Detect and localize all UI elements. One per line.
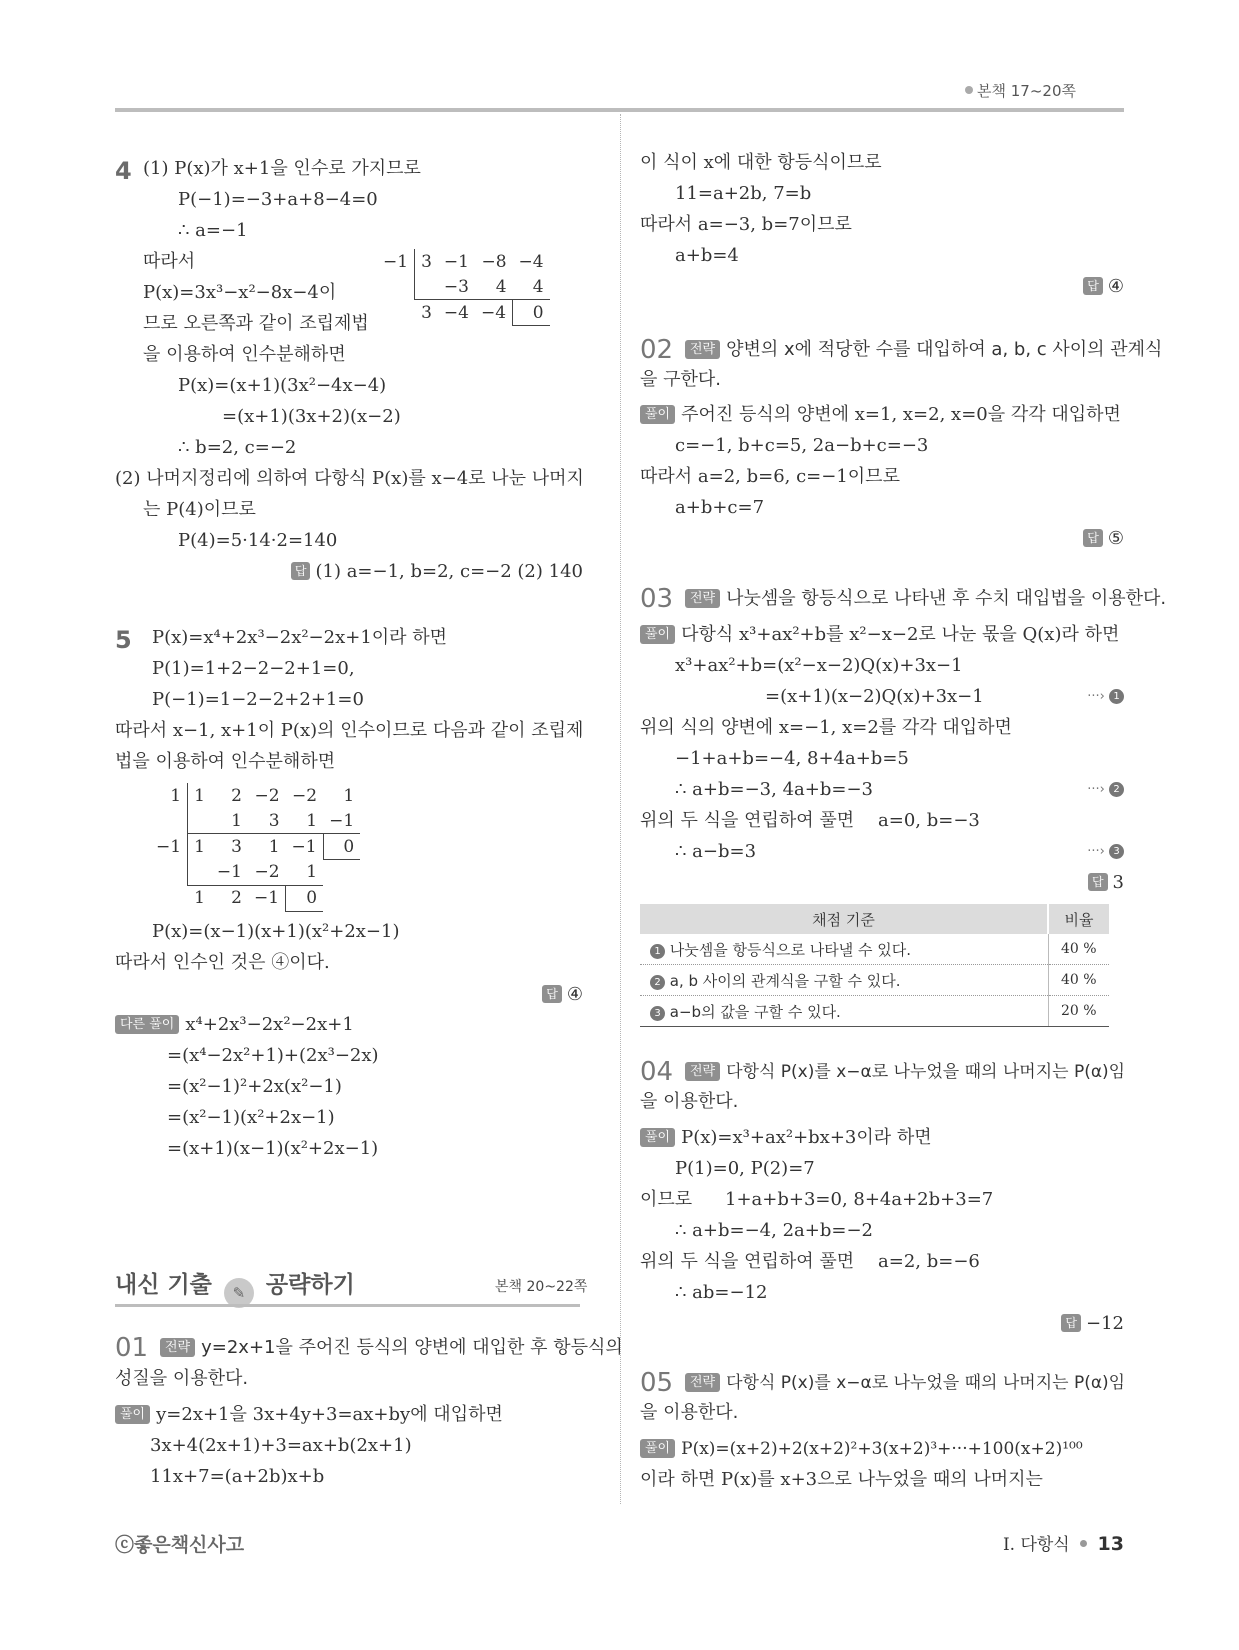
q03-line: a=0, b=−3: [878, 810, 980, 831]
q4-line: P(4)=5·14·2=140: [178, 530, 338, 551]
q02-strategy: 전략 양변의 x에 적당한 수를 대입하여 a, b, c 사이의 관계식: [685, 339, 1162, 361]
q04-answer: 답 −12: [1061, 1313, 1124, 1335]
q05-strategy: 을 이용한다.: [640, 1402, 739, 1423]
grading-row: 1 나눗셈을 항등식으로 나타낼 수 있다. 40 %: [640, 934, 1109, 965]
question-number: 01: [115, 1333, 149, 1363]
q5-line: 따라서 x−1, x+1이 P(x)의 인수이므로 다음과 같이 조립제: [115, 720, 584, 741]
q03-line: =(x+1)(x−2)Q(x)+3x−1: [765, 686, 984, 707]
q5-line: 따라서 인수인 것은 ④이다.: [115, 952, 330, 973]
grading-row: 2 a, b 사이의 관계식을 구할 수 있다. 40 %: [640, 965, 1109, 996]
q01-line: 이 식이 x에 대한 항등식이므로: [640, 152, 882, 173]
bullet-icon: [1080, 1540, 1087, 1547]
q5-alt-line: 다른 풀이 x⁴+2x³−2x²−2x+1: [115, 1014, 354, 1036]
q03-line: x³+ax²+b=(x²−x−2)Q(x)+3x−1: [675, 655, 963, 676]
q01-line: 11=a+2b, 7=b: [675, 183, 812, 204]
grading-table: [640, 904, 1109, 1027]
q5-alt-line: =(x⁴−2x²+1)+(2x³−2x): [167, 1045, 379, 1066]
question-number: 05: [640, 1368, 674, 1398]
q02-line: c=−1, b+c=5, 2a−b+c=−3: [675, 435, 929, 456]
q4-line: (1) P(x)가 x+1을 인수로 가지므로: [143, 158, 421, 179]
q01-solution: 풀이 y=2x+1을 3x+4y+3=ax+by에 대입하면: [115, 1404, 503, 1426]
q02-answer: 답 ⑤: [1083, 528, 1124, 550]
q5-alt-line: =(x²−1)(x²+2x−1): [167, 1107, 335, 1128]
q01-line: a+b=4: [675, 245, 739, 266]
q04-strategy: 을 이용한다.: [640, 1091, 739, 1112]
q01-line: 3x+4(2x+1)+3=ax+b(2x+1): [150, 1435, 412, 1456]
q03-strategy: 전략 나눗셈을 항등식으로 나타낸 후 수치 대입법을 이용한다.: [685, 588, 1166, 610]
q5-answer: 답 ④: [542, 984, 583, 1006]
q03-line: ∴ a−b=3: [675, 841, 757, 862]
q5-line: P(−1)=1−2−2+2+1=0: [152, 689, 364, 710]
q03-answer: 답 3: [1088, 872, 1124, 894]
q4-line: ∴ a=−1: [178, 220, 248, 241]
question-number: 02: [640, 335, 674, 365]
notebook-icon: ✎: [224, 1278, 254, 1308]
question-number: 5: [115, 626, 132, 654]
q04-line: P(1)=0, P(2)=7: [675, 1158, 815, 1179]
q5-alt-line: =(x+1)(x−1)(x²+2x−1): [167, 1138, 379, 1159]
question-number: 03: [640, 584, 674, 614]
q4-answer: 답 (1) a=−1, b=2, c=−2 (2) 140: [291, 561, 583, 583]
q04-solution: 풀이 P(x)=x³+ax²+bx+3이라 하면: [640, 1127, 932, 1149]
q5-line: P(1)=1+2−2−2+1=0,: [152, 658, 355, 679]
q4-line: (2) 나머지정리에 의하여 다항식 P(x)를 x−4로 나눈 나머지: [115, 468, 584, 489]
q4-line: 을 이용하여 인수분해하면: [143, 344, 346, 365]
q01-line: 따라서 a=−3, b=7이므로: [640, 214, 852, 235]
q03-solution: 풀이 다항식 x³+ax²+b를 x²−x−2로 나눈 몫을 Q(x)라 하면: [640, 624, 1119, 646]
q03-line: 위의 식의 양변에 x=−1, x=2를 각각 대입하면: [640, 717, 1012, 738]
q04-line: ∴ ab=−12: [675, 1282, 768, 1303]
q5-alt-line: =(x²−1)²+2x(x²−1): [167, 1076, 342, 1097]
q03-line: ∴ a+b=−3, 4a+b=−3: [675, 779, 873, 800]
synthetic-division-q4: −1 3 −1 −8 −4 −3 4 4 3 −4 −4 0: [377, 249, 550, 326]
alt-solution-tag: 다른 풀이: [115, 1015, 179, 1034]
q04-line: ∴ a+b=−4, 2a+b=−2: [675, 1220, 873, 1241]
synthetic-division-q5: 1 1 2 −2 −2 1 1 3 1 −1 −1 1 3 1 −1 0 −1 −2 1 1 2 −1 0: [150, 783, 360, 912]
grading-header-criteria: 채점 기준: [640, 904, 1048, 934]
q01-strategy: 성질을 이용한다.: [115, 1368, 249, 1389]
q4-line: 따라서: [143, 251, 196, 272]
q5-line: P(x)=x⁴+2x³−2x²−2x+1이라 하면: [152, 627, 448, 648]
q4-line: P(x)=(x+1)(3x²−4x−4): [178, 375, 387, 396]
q4-line: P(−1)=−3+a+8−4=0: [178, 189, 378, 210]
q01-answer: 답 ④: [1083, 276, 1124, 298]
q4-line: =(x+1)(3x+2)(x−2): [222, 406, 401, 427]
q01-strategy: 전략 y=2x+1을 주어진 등식의 양변에 대입한 후 항등식의: [160, 1337, 623, 1359]
grading-header-ratio: 비율: [1048, 904, 1109, 934]
q4-line: 는 P(4)이므로: [143, 499, 256, 520]
section-page-ref: 본책 20~22쪽: [495, 1279, 588, 1295]
header-rule: [115, 108, 1124, 112]
question-number: 4: [115, 157, 132, 185]
q05-strategy: 전략 다항식 P(x)를 x−α로 나누었을 때의 나머지는 P(α)임: [685, 1372, 1125, 1394]
q4-line: P(x)=3x³−x²−8x−4이: [143, 282, 337, 303]
grading-row: 3 a−b의 값을 구할 수 있다. 20 %: [640, 996, 1109, 1027]
page-number: 13: [1097, 1533, 1124, 1555]
step-marker-3: ···› 3: [1087, 841, 1124, 863]
q02-line: 따라서 a=2, b=6, c=−1이므로: [640, 466, 900, 487]
q4-line: 므로 오른쪽과 같이 조립제법: [143, 313, 369, 334]
question-number: 04: [640, 1057, 674, 1087]
q4-line: ∴ b=2, c=−2: [178, 437, 297, 458]
q5-line: P(x)=(x−1)(x+1)(x²+2x−1): [152, 921, 400, 942]
column-divider: [620, 114, 621, 1504]
q02-solution: 풀이 주어진 등식의 양변에 x=1, x=2, x=0을 각각 대입하면: [640, 404, 1121, 426]
q04-line: 이므로: [640, 1189, 693, 1210]
synth-divisor: −1: [377, 249, 415, 274]
q03-line: −1+a+b=−4, 8+4a+b=5: [675, 748, 909, 769]
q04-line: 위의 두 식을 연립하여 풀면: [640, 1251, 855, 1272]
q04-strategy: 전략 다항식 P(x)를 x−α로 나누었을 때의 나머지는 P(α)임: [685, 1061, 1125, 1083]
q04-line: 1+a+b+3=0, 8+4a+2b+3=7: [725, 1189, 994, 1210]
q02-line: a+b+c=7: [675, 497, 765, 518]
section-rule: [115, 1304, 580, 1307]
step-marker-1: ···› 1: [1087, 686, 1124, 708]
footer-chapter: Ⅰ. 다항식 13: [1002, 1533, 1124, 1555]
header-page-ref: 본책 17~20쪽: [965, 80, 1076, 101]
bullet-icon: [965, 86, 973, 94]
q05-line: 이라 하면 P(x)를 x+3으로 나누었을 때의 나머지는: [640, 1469, 1043, 1490]
q05-solution: 풀이 P(x)=(x+2)+2(x+2)²+3(x+2)³+···+100(x+2)¹⁰⁰: [640, 1438, 1083, 1460]
section-title: 내신 기출 ✎ 공략하기: [115, 1266, 355, 1308]
publisher-logo: ⓒ좋은책신사고: [115, 1534, 245, 1556]
step-marker-2: ···› 2: [1087, 779, 1124, 801]
q02-strategy: 을 구한다.: [640, 369, 721, 390]
q5-line: 법을 이용하여 인수분해하면: [115, 751, 336, 772]
q01-line: 11x+7=(a+2b)x+b: [150, 1466, 325, 1487]
q04-line: a=2, b=−6: [878, 1251, 980, 1272]
q03-line: 위의 두 식을 연립하여 풀면: [640, 810, 855, 831]
